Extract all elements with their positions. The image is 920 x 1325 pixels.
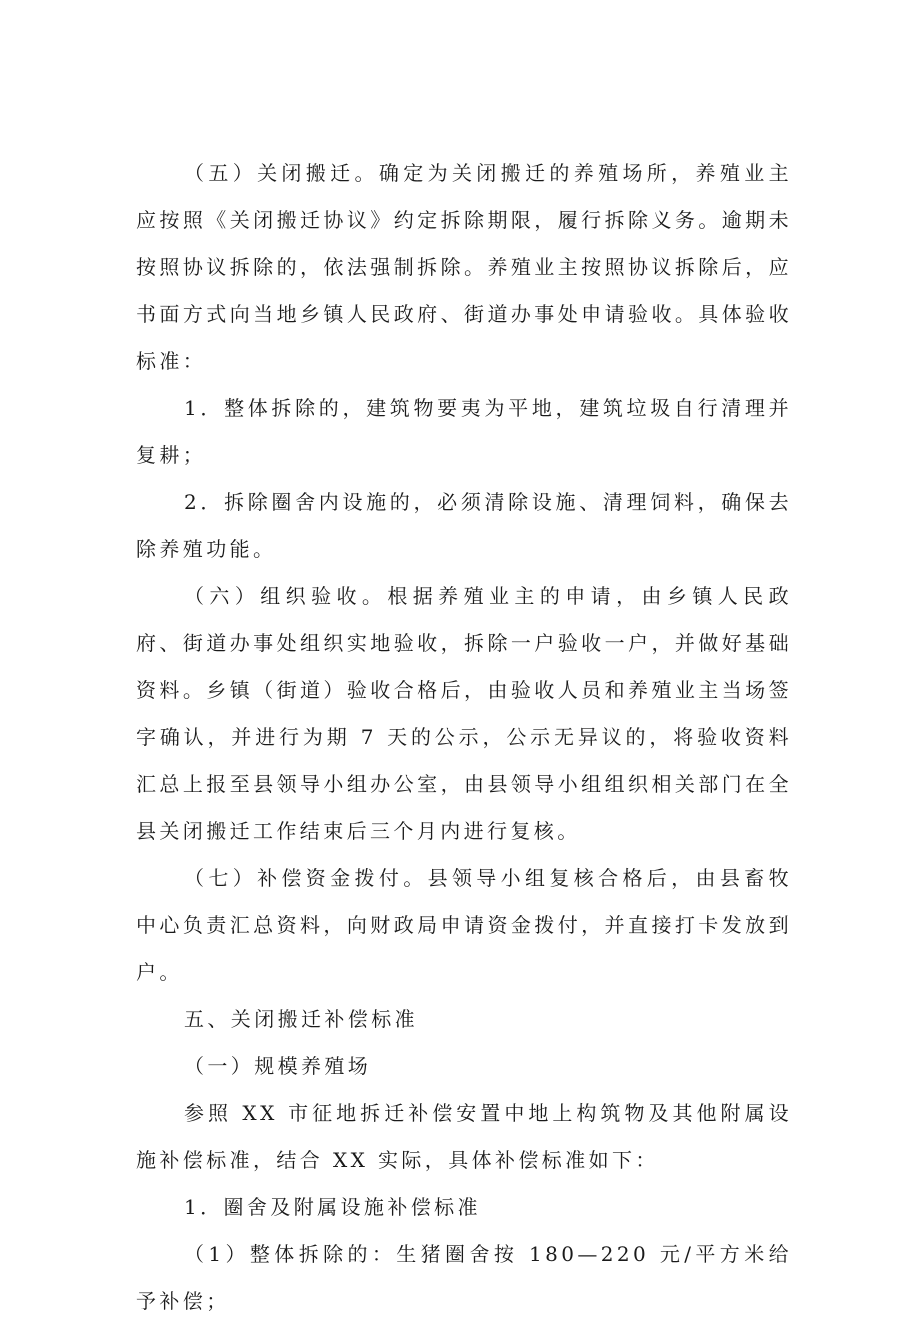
paragraph-item-pen-facility-standard: 1．圈舍及附属设施补偿标准	[184, 1195, 481, 1219]
paragraph-acceptance: （六）组织验收。根据养殖业主的申请，由乡镇人民政府、街道办事处组织实地验收，拆除一户验收一户，并做好基础资料。乡镇（街道）验收合格后，由验收人员和养殖业主当场签字确认，并进行为期 7 天的公示，公示无异议的，将验收资料汇总上报至县领导小组办公室，由县领导小组组织相关部门在全县关闭搬迁工作结束后三个月内进行复核。	[136, 584, 792, 843]
document-body	[136, 150, 792, 1325]
paragraph-item-pig-pen-compensation: （1）整体拆除的：生猪圈舍按 180—220 元/平方米给予补偿；	[136, 1242, 792, 1313]
paragraph-closure-relocation: （五）关闭搬迁。确定为关闭搬迁的养殖场所，养殖业主应按照《关闭搬迁协议》约定拆除期限，履行拆除义务。逾期未按照协议拆除的，依法强制拆除。养殖业主按照协议拆除后，应书面方式向当地乡镇人民政府、街道办事处申请验收。具体验收标准：	[136, 161, 792, 373]
paragraph-fund-allocation: （七）补偿资金拨付。县领导小组复核合格后，由县畜牧中心负责汇总资料，向财政局申请资金拨付，并直接打卡发放到户。	[136, 866, 792, 984]
section-heading-compensation-standard: 五、关闭搬迁补偿标准	[184, 1007, 418, 1031]
paragraph-item-whole-demolition: 1．整体拆除的，建筑物要夷为平地，建筑垃圾自行清理并复耕；	[136, 396, 792, 467]
paragraph-reference-standard: 参照 XX 市征地拆迁补偿安置中地上构筑物及其他附属设施补偿标准，结合 XX 实际，具体补偿标准如下：	[136, 1101, 792, 1172]
paragraph-item-facility-removal: 2．拆除圈舍内设施的，必须清除设施、清理饲料，确保去除养殖功能。	[136, 490, 792, 561]
subsection-heading-scale-farms: （一）规模养殖场	[184, 1054, 372, 1078]
